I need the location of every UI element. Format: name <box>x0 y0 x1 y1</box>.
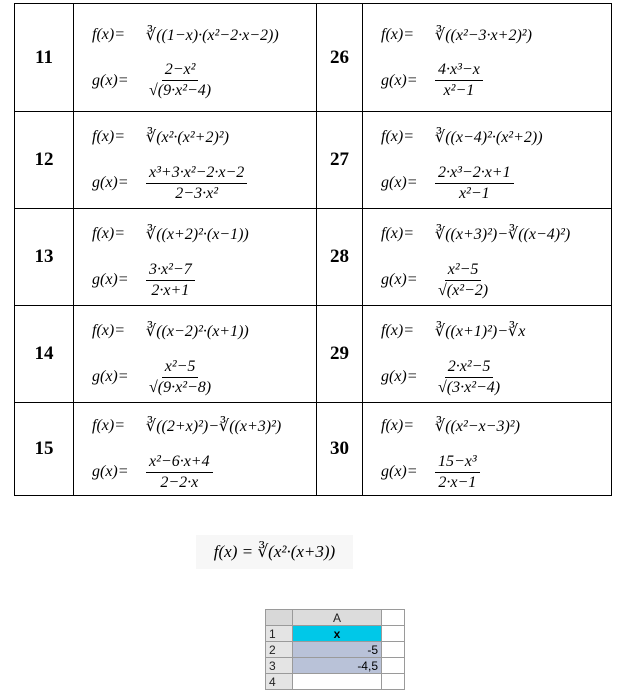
g-fraction <box>435 453 480 492</box>
example-formula-text: f(x) = ∛(x²·(x+3)) <box>213 542 336 561</box>
f-line <box>92 403 316 449</box>
g-denominator: 2·x+1 <box>151 281 190 299</box>
f-expression: ∛((x−2)²·(x+1)) <box>146 323 249 340</box>
g-fraction <box>146 164 247 203</box>
g-line <box>92 449 316 495</box>
f-label: f(x)= <box>92 225 125 242</box>
g-fraction <box>435 261 491 300</box>
g-denominator: x²−1 <box>458 184 490 202</box>
f-line <box>381 114 611 160</box>
g-line <box>92 354 316 400</box>
variant-row <box>15 209 612 306</box>
g-denominator: √(3·x²−4) <box>438 378 501 396</box>
g-label: g(x)= <box>92 71 129 89</box>
variant-formulas <box>74 4 317 112</box>
g-fraction <box>146 453 213 492</box>
g-numerator: 2·x²−5 <box>445 358 494 378</box>
f-label: f(x)= <box>381 128 414 145</box>
g-line <box>381 354 611 400</box>
g-line <box>381 257 611 303</box>
cell-b4[interactable] <box>382 674 405 690</box>
g-line <box>92 58 316 104</box>
variant-formulas <box>74 209 317 306</box>
variant-row <box>15 403 612 496</box>
f-label: f(x)= <box>381 225 414 242</box>
variant-row <box>15 112 612 209</box>
g-fraction <box>146 261 195 300</box>
variant-formulas <box>74 403 317 496</box>
f-expression: ∛((x+2)²·(x−1)) <box>146 226 249 243</box>
g-numerator: x²−5 <box>162 358 199 378</box>
g-fraction <box>435 61 483 100</box>
variant-number: 30 <box>317 403 363 496</box>
f-expression: ∛(x²·(x²+2)²) <box>146 129 229 146</box>
f-expression: ∛((2+x)²)−∛((x+3)²) <box>146 418 282 435</box>
f-label: f(x)= <box>381 417 414 434</box>
spreadsheet-fragment <box>265 609 405 690</box>
g-line <box>381 449 611 495</box>
f-label: f(x)= <box>92 417 125 434</box>
g-numerator: x²−6·x+4 <box>146 453 213 473</box>
variant-formulas <box>74 306 317 403</box>
g-numerator: 15−x³ <box>435 453 480 473</box>
g-label: g(x)= <box>381 368 418 385</box>
g-numerator: 2·x³−2·x+1 <box>435 164 514 184</box>
g-denominator: √(x²−2) <box>438 281 489 299</box>
variant-number: 12 <box>15 112 74 209</box>
variant-number: 28 <box>317 209 363 306</box>
g-label: g(x)= <box>92 368 129 385</box>
g-label: g(x)= <box>92 463 129 480</box>
g-label: g(x)= <box>92 271 129 288</box>
f-label: f(x)= <box>381 322 414 339</box>
f-line <box>381 12 611 58</box>
g-denominator: 2−2·x <box>160 473 199 491</box>
column-header-a[interactable]: A <box>293 610 382 626</box>
variant-formulas <box>74 112 317 209</box>
variant-formulas <box>363 4 612 112</box>
g-line <box>92 257 316 303</box>
f-line <box>92 211 316 257</box>
row-header-1[interactable]: 1 <box>266 626 293 642</box>
f-line <box>381 211 611 257</box>
f-expression: ∛((x+3)²)−∛((x−4)²) <box>435 226 571 243</box>
cell-a4[interactable] <box>293 674 382 690</box>
g-line <box>92 160 316 206</box>
f-line <box>92 114 316 160</box>
g-label: g(x)= <box>381 463 418 480</box>
g-denominator: 2−3·x² <box>175 184 218 202</box>
variant-formulas <box>363 209 612 306</box>
variant-formulas <box>363 306 612 403</box>
variant-number: 11 <box>15 4 74 112</box>
variants-table <box>14 3 612 496</box>
f-expression: ∛((x²−x−3)²) <box>435 418 520 435</box>
f-expression: ∛((x+1)²)−∛x <box>435 323 526 340</box>
g-numerator: x²−5 <box>445 261 482 281</box>
cell-b3[interactable] <box>382 658 405 674</box>
sheet-corner[interactable] <box>266 610 293 626</box>
g-denominator: √(9·x²−4) <box>149 82 212 99</box>
cell-a1[interactable]: x <box>293 626 382 642</box>
variant-number: 29 <box>317 306 363 403</box>
variant-number: 27 <box>317 112 363 209</box>
g-line <box>381 160 611 206</box>
f-label: f(x)= <box>92 25 125 43</box>
f-line <box>381 308 611 354</box>
g-numerator: 3·x²−7 <box>146 261 195 281</box>
f-line <box>381 403 611 449</box>
g-fraction <box>435 164 514 203</box>
f-label: f(x)= <box>92 128 125 145</box>
row-header-2[interactable]: 2 <box>266 642 293 658</box>
variant-number: 13 <box>15 209 74 306</box>
row-header-3[interactable]: 3 <box>266 658 293 674</box>
row-header-4[interactable]: 4 <box>266 674 293 690</box>
cell-a2[interactable]: -5 <box>293 642 382 658</box>
g-numerator: x³+3·x²−2·x−2 <box>146 164 247 184</box>
f-expression: ∛((1−x)·(x²−2·x−2)) <box>146 26 279 44</box>
variant-number: 14 <box>15 306 74 403</box>
f-label: f(x)= <box>92 322 125 339</box>
g-denominator: x²−1 <box>443 82 475 99</box>
cell-a3[interactable]: -4,5 <box>293 658 382 674</box>
g-fraction <box>146 358 214 397</box>
variant-formulas <box>363 403 612 496</box>
g-denominator: √(9·x²−8) <box>149 378 212 396</box>
g-fraction <box>435 358 503 397</box>
f-line <box>92 308 316 354</box>
g-label: g(x)= <box>381 71 418 89</box>
variant-number: 15 <box>15 403 74 496</box>
f-expression: ∛((x−4)²·(x²+2)) <box>435 129 543 146</box>
variant-row <box>15 4 612 112</box>
g-numerator: 2−x² <box>162 61 199 81</box>
g-fraction <box>146 61 214 100</box>
g-numerator: 4·x³−x <box>435 61 483 81</box>
variant-formulas <box>363 112 612 209</box>
f-label: f(x)= <box>381 25 414 43</box>
column-b-edge[interactable] <box>382 610 405 626</box>
variant-number: 26 <box>317 4 363 112</box>
g-label: g(x)= <box>92 174 129 191</box>
cell-b2[interactable] <box>382 642 405 658</box>
cell-b1[interactable] <box>382 626 405 642</box>
f-expression: ∛((x²−3·x+2)²) <box>435 26 532 44</box>
g-label: g(x)= <box>381 174 418 191</box>
variant-row <box>15 306 612 403</box>
example-formula <box>196 535 353 569</box>
g-label: g(x)= <box>381 271 418 288</box>
f-line <box>92 12 316 58</box>
g-denominator: 2·x−1 <box>438 473 477 491</box>
g-line <box>381 58 611 104</box>
